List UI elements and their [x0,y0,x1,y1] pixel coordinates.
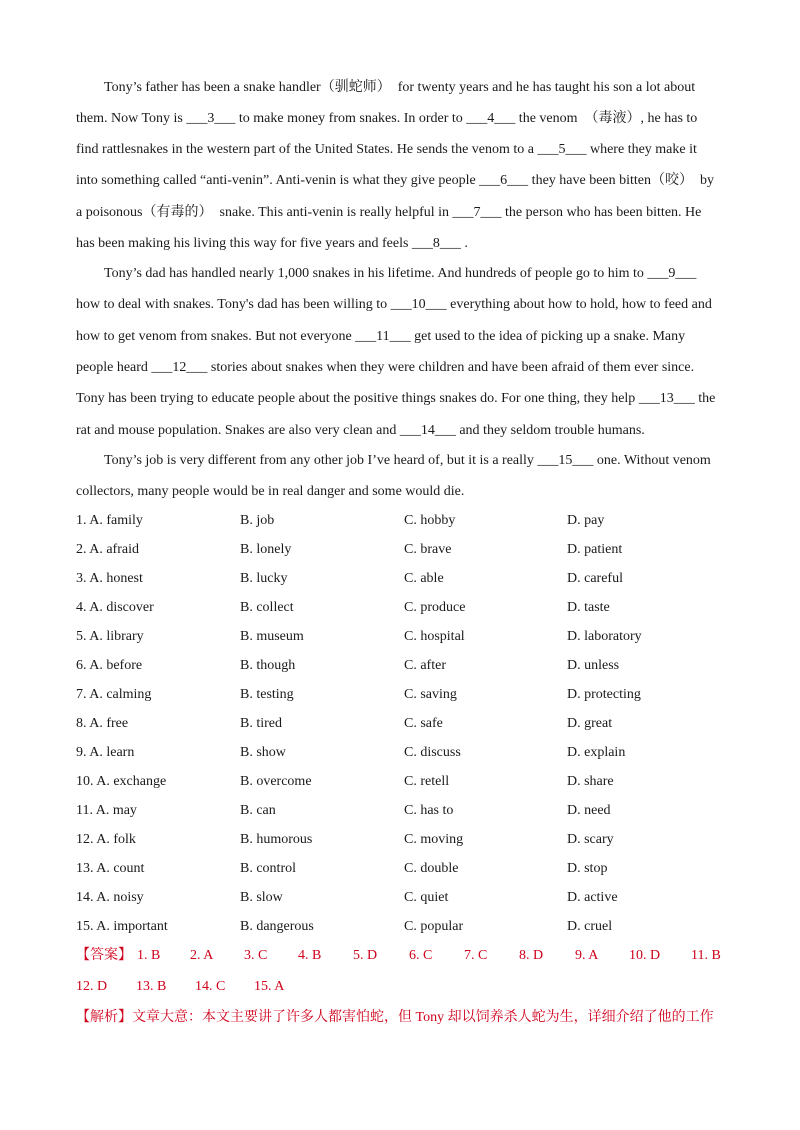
option-b: B. collect [240,600,294,615]
option-d: D. laboratory [567,629,642,644]
option-b: B. lonely [240,542,292,557]
passage-line: Tony’s dad has handled nearly 1,000 snakes in his lifetime. And hundreds of people go to him to ___9___ [104,266,697,281]
option-a: 10. A. exchange [76,774,167,789]
option-a: 12. A. folk [76,832,136,847]
option-a: 11. A. may [76,803,137,818]
option-d: D. protecting [567,687,641,702]
option-c: C. saving [404,687,457,702]
option-c: C. double [404,861,459,876]
answer-item: 14. C [195,979,226,994]
option-c: C. discuss [404,745,461,760]
passage-line: has been making his living this way for five years and feels ___8___ . [76,236,468,251]
option-c: C. has to [404,803,454,818]
option-a: 15. A. important [76,919,168,934]
passage-line: a poisonous（有毒的） snake. This anti-venin is really helpful in ___7___ the person who has been bitten. He [76,205,702,220]
answer-item: 9. A [575,948,599,963]
option-a: 7. A. calming [76,687,152,702]
passage-line: how to deal with snakes. Tony's dad has been willing to ___10___ everything about how to hold, how to feed and [76,297,712,312]
option-b: B. humorous [240,832,313,847]
passage-line: into something called “anti-venin”. Anti-venin is what they give people ___6___ they have been bitten（咬） by [76,173,715,188]
option-c: C. hospital [404,629,465,644]
option-b: B. show [240,745,286,760]
option-c: C. retell [404,774,450,789]
passage-line: people heard ___12___ stories about snakes when they were children and have been afraid of them ever since. [76,360,695,375]
option-b: B. tired [240,716,282,731]
option-c: C. after [404,658,446,673]
option-a: 1. A. family [76,513,143,528]
option-a: 4. A. discover [76,600,154,615]
answer-item: 5. D [353,948,378,963]
analysis-text: 【解析】文章大意：本文主要讲了许多人都害怕蛇，但 Tony 却以饲养杀人蛇为生，详细介绍了他的工作 [76,1010,714,1025]
answer-item: 10. D [629,948,661,963]
passage-line: them. Now Tony is ___3___ to make money from snakes. In order to ___4___ the venom （毒液）, he has to [76,111,698,126]
option-a: 3. A. honest [76,571,143,586]
answer-item: 2. A [190,948,214,963]
answer-label: 【答案】 [76,948,132,963]
option-c: C. hobby [404,513,456,528]
answer-item: 15. A [254,979,285,994]
option-d: D. stop [567,861,608,876]
answer-item: 1. B [137,948,161,963]
option-c: C. quiet [404,890,449,905]
answer-item: 11. B [691,948,721,963]
option-d: D. need [567,803,611,818]
option-d: D. scary [567,832,614,847]
option-b: B. job [240,513,275,528]
option-b: B. overcome [240,774,312,789]
option-d: D. active [567,890,618,905]
option-c: C. able [404,571,444,586]
option-d: D. pay [567,513,605,528]
passage-line: Tony has been trying to educate people about the positive things snakes do. For one thing, they help ___13___ the [76,391,716,406]
passage-line: Tony’s father has been a snake handler（驯蛇师） for twenty years and he has taught his son a lot about [104,80,696,95]
option-b: B. museum [240,629,304,644]
passage-line: find rattlesnakes in the western part of the United States. He sends the venom to a ___5___ where they make it [76,142,697,157]
option-d: D. explain [567,745,626,760]
option-d: D. great [567,716,613,731]
answer-item: 13. B [136,979,167,994]
passage-line: Tony’s job is very different from any other job I’ve heard of, but it is a really ___15___ one. Without venom [104,453,711,468]
option-d: D. patient [567,542,623,557]
option-a: 9. A. learn [76,745,135,760]
option-c: C. popular [404,919,464,934]
option-a: 14. A. noisy [76,890,144,905]
passage-line: rat and mouse population. Snakes are also very clean and ___14___ and they seldom trouble humans. [76,423,645,438]
answer-item: 6. C [409,948,433,963]
option-d: D. share [567,774,614,789]
passage-line: how to get venom from snakes. But not everyone ___11___ get used to the idea of picking up a snake. Many [76,329,686,344]
option-a: 2. A. afraid [76,542,139,557]
option-b: B. can [240,803,276,818]
option-b: B. dangerous [240,919,314,934]
option-d: D. cruel [567,919,613,934]
option-b: B. slow [240,890,283,905]
passage-line: collectors, many people would be in real danger and some would die. [76,484,465,499]
answer-item: 12. D [76,979,108,994]
option-b: B. though [240,658,296,673]
option-a: 8. A. free [76,716,129,731]
option-d: D. taste [567,600,610,615]
option-c: C. safe [404,716,443,731]
answer-item: 8. D [519,948,544,963]
answer-item: 7. C [464,948,488,963]
option-b: B. testing [240,687,294,702]
option-d: D. unless [567,658,620,673]
option-a: 6. A. before [76,658,143,673]
option-d: D. careful [567,571,623,586]
option-c: C. produce [404,600,466,615]
option-c: C. brave [404,542,452,557]
answer-item: 3. C [244,948,268,963]
option-b: B. control [240,861,296,876]
option-a: 13. A. count [76,861,145,876]
answer-item: 4. B [298,948,322,963]
option-b: B. lucky [240,571,288,586]
option-c: C. moving [404,832,464,847]
option-a: 5. A. library [76,629,144,644]
